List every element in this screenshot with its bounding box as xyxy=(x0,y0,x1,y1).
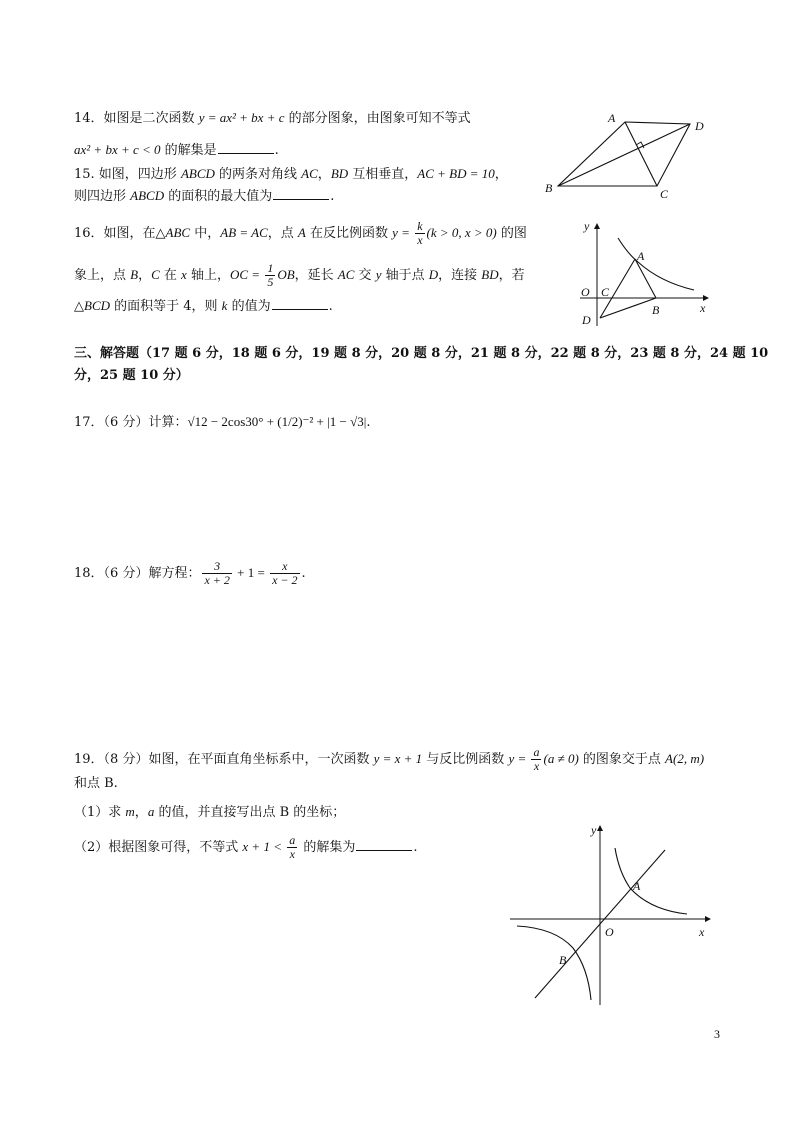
label-c: C xyxy=(660,187,669,200)
q19-part1: （1）求 m，a 的值，并直接写出点 B 的坐标； xyxy=(74,804,346,820)
hyperbola-branch-1 xyxy=(615,848,687,914)
label-c: C xyxy=(601,285,610,299)
label-b: B xyxy=(545,181,553,195)
q19-graph-figure xyxy=(505,820,715,1010)
diagonal-ac xyxy=(625,122,657,186)
label-d: D xyxy=(582,313,591,327)
label-a: A xyxy=(608,111,616,125)
q19-line2: 和点 B. xyxy=(74,776,118,791)
label-o: O xyxy=(581,285,590,299)
q19-part2: （2）根据图象可得，不等式 x + 1 < $\frac{a}{x}$ 的解集为 . xyxy=(74,833,418,861)
q14-line1: 14．如图是二次函数 y = ax² + bx + c 的部分图象，由图象可知不等式 xyxy=(74,110,471,126)
answer-blank xyxy=(356,838,412,851)
hyperbola-branch-2 xyxy=(517,926,591,1000)
q17-line: 17．（6 分）计算：√12 − 2cos30° + (1/2)⁻² + |1 − √3|. xyxy=(74,414,371,430)
q16-hyperbola-figure xyxy=(570,214,720,330)
line-bd xyxy=(600,298,656,318)
q16-line3: △BCD 的面积等于 4，则 k 的值为 . xyxy=(74,298,333,314)
answer-blank xyxy=(273,187,329,200)
label-d: D xyxy=(695,119,704,133)
label-b: B xyxy=(559,953,567,967)
diagonal-bd xyxy=(558,124,690,186)
label-x: x xyxy=(700,301,706,315)
label-b: B xyxy=(652,303,660,317)
label-a: A xyxy=(637,249,645,263)
label-a: A xyxy=(633,879,641,893)
q14-line2: ax² + bx + c < 0 的解集是 . xyxy=(74,142,279,158)
q19-line1: 19．（8 分）如图，在平面直角坐标系中，一次函数 y = x + 1 与反比例函数 y = $\frac{a}{x}$ (a ≠ 0) 的图象交于点 A(2, m) xyxy=(74,745,705,773)
section3-heading-line1: 三、解答题（17 题 6 分，18 题 6 分，19 题 8 分，20 题 8 分，21 题 8 分，22 题 8 分，23 题 8 分，24 题 10 xyxy=(74,346,769,361)
answer-blank xyxy=(218,141,274,154)
q16-line1: 16．如图，在△ABC 中，AB = AC，点 A 在反比例函数 y = $\frac{k}{x}$ (k > 0, x > 0) 的图 xyxy=(74,219,527,247)
q15-quadrilateral-figure xyxy=(540,108,720,200)
label-y: y xyxy=(584,219,590,233)
label-x: x xyxy=(699,925,705,939)
hyperbola-curve xyxy=(618,238,694,290)
answer-blank xyxy=(272,297,328,310)
line-ab xyxy=(635,259,656,298)
q18-line: 18．（6 分）解方程： $\frac{3}{x + 2}$ + 1 = $\frac{x}{x - 2}$ . xyxy=(74,559,306,587)
section3-heading-line2: 分，25 题 10 分） xyxy=(74,368,189,383)
q16-line2: 象上，点 B，C 在 x 轴上，OC = $\frac{1}{5}$ OB，延长 AC 交 y 轴于点 D，连接 BD，若 xyxy=(74,261,525,289)
label-o: O xyxy=(605,925,614,939)
page-number: 3 xyxy=(714,1027,720,1041)
label-y: y xyxy=(591,823,597,837)
q15-line1: 15. 如图，四边形 ABCD 的两条对角线 AC，BD 互相垂直，AC + BD = 10， xyxy=(74,166,508,182)
q15-line2: 则四边形 ABCD 的面积的最大值为 . xyxy=(74,188,335,204)
